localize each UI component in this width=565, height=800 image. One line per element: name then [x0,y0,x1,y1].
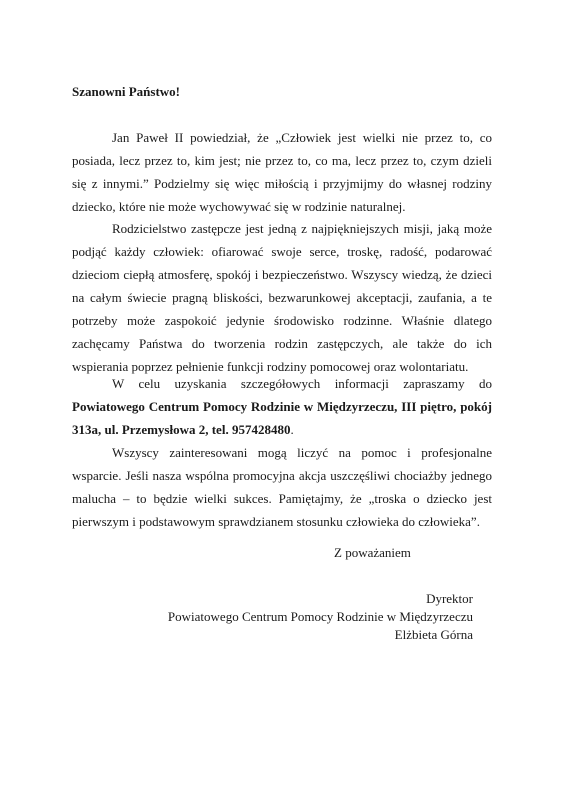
closing: Z poważaniem [334,545,411,560]
signature-block [168,590,473,644]
contact-address: Powiatowego Centrum Pomocy Rodzinie w Międzyrzeczu, III piętro, pokój 313a, ul. Przemysłowa 2, tel. 957428480 [72,399,492,437]
paragraph-foster-parenting: Rodzicielstwo zastępcze jest jedną z najpiękniejszych misji, jaką może podjąć każdy człowiek: ofiarować swoje serce, troskę, radość, podarować dzieciom ciepłą atmosferę, spokój i bezpieczeństwo. Wszyscy wiedzą, że dzieci na całym świecie pragną bliskości, bezwarunkowej akceptacji, zaufania, a te potrzeby może zaspokoić jedynie środowisko rodzinne. Właśnie dlatego zachęcamy Państwa do tworzenia rodzin zastępczych, ale także do ich wspierania poprzez pełnienie funkcji rodziny pomocowej oraz wolontariatu. [72,221,492,374]
paragraph-contact [72,372,492,441]
paragraph-support: Wszyscy zainteresowani mogą liczyć na pomoc i profesjonalne wsparcie. Jeśli nasza wspólna promocyjna akcja uszczęśliwi chociażby jednego malucha – to będzie wielki sukces. Pamiętajmy, że „troska o dziecko jest pierwszym i podstawowym sprawdzianem stosunku człowieka do człowieka”. [72,445,492,529]
signature-organization: Powiatowego Centrum Pomocy Rodzinie w Międzyrzeczu [167,609,473,624]
contact-end: . [290,422,294,437]
signature-title: Dyrektor [426,591,473,606]
contact-intro: W celu uzyskania szczegółowych informacji zapraszamy do [112,376,492,391]
signature-name: Elżbieta Górna [394,627,473,642]
paragraph-quote: Jan Paweł II powiedział, że „Człowiek jest wielki nie przez to, co posiada, lecz przez to, kim jest; nie przez to, co ma, lecz przez to, czym dzieli się z innymi.” Podzielmy się więc miłością i przyjmijmy do własnej rodziny dziecko, które nie może wychowywać się w rodzinie naturalnej. [72,130,492,214]
salutation: Szanowni Państwo! [72,84,180,99]
